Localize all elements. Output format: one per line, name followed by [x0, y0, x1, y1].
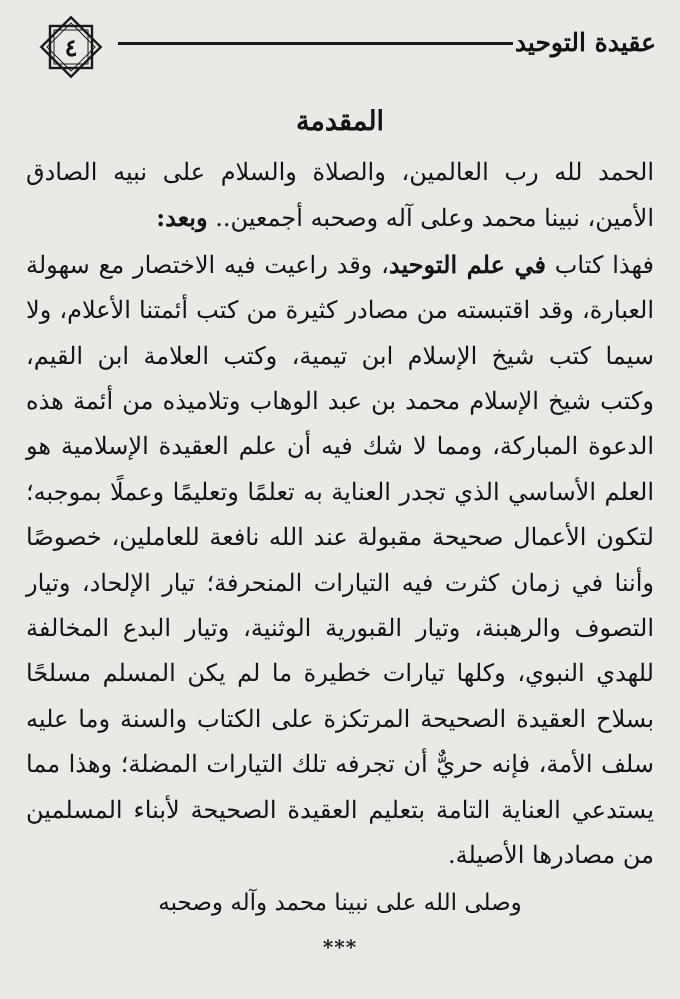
- closing-line: وصلى الله على نبينا محمد وآله وصحبه: [158, 889, 522, 916]
- page-number: ٤: [64, 32, 78, 62]
- page-body: [26, 100, 654, 965]
- book-title: عقيدة التوحيد: [514, 28, 656, 57]
- paragraph-bold-text: في علم التوحيد: [388, 249, 546, 279]
- page-header: [0, 12, 680, 88]
- page-number-badge: [36, 12, 106, 82]
- paragraph-text: الحمد لله رب العالمين، والصلاة والسلام على نبيه الصادق الأمين، نبينا محمد وعلى آله وصحبه أجمعين..: [26, 158, 654, 233]
- paragraph-main: [26, 242, 654, 879]
- paragraph-bold-text: وبعد:: [156, 203, 208, 233]
- paragraph-text: ، وقد راعيت فيه الاختصار مع سهولة العبارة، وقد اقتبسته من مصادر كثيرة من كتب أئمتنا الأعلام، ولا سيما كتب شيخ الإسلام ابن تيمية، وكتب العلامة ابن القيم، وكتب شيخ الإسلام محمد بن عبد الوهاب وتلاميذه من أئمة هذه الدعوة المباركة، ومما لا شك فيه أن علم العقيدة الإسلامية هو العلم الأساسي الذي تجدر العناية به تعلمًا وتعليمًا وعملًا بموجبه؛ لتكون الأعمال صحيحة مقبولة عند الله نافعة للعاملين، خصوصًا وأننا في زمان كثرت فيه التيارات المنحرفة؛ تيار الإلحاد، وتيار التصوف والرهبنة، وتيار القبورية الوثنية، وتيار البدع المخالفة للهدي النبوي، وكلها تيارات خطيرة ما لم يكن المسلم مسلحًا بسلاح العقيدة الصحيحة المرتكزة على الكتاب والسنة وما عليه سلف الأمة، فإنه حريٌّ أن تجرفه تلك التيارات المضلة؛ وهذا مما يستدعي العناية التامة بتعليم العقيدة الصحيحة لأبناء المسلمين من مصادرها الأصيلة.: [26, 250, 655, 870]
- section-end-ornament: ***: [322, 934, 358, 959]
- section-title: المقدمة: [295, 106, 385, 137]
- paragraph-opening: [26, 150, 654, 242]
- header-rule: [118, 42, 513, 45]
- paragraph-text: فهذا كتاب: [545, 250, 654, 279]
